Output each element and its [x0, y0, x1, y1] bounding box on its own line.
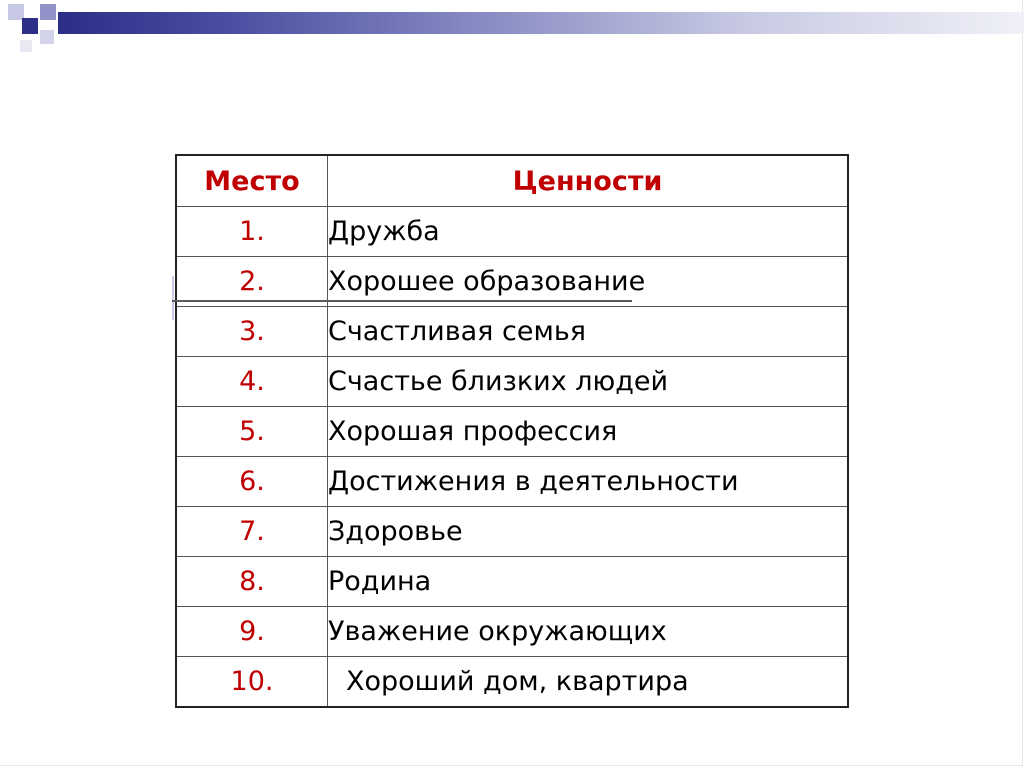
- table-row: [176, 307, 848, 357]
- decor-square: [40, 30, 54, 44]
- value-cell: Хорошее образование: [328, 257, 849, 307]
- value-cell: Счастье близких людей: [328, 357, 849, 407]
- value-cell: Счастливая семья: [328, 307, 849, 357]
- value-cell: Дружба: [328, 207, 849, 257]
- header-gradient-bar: [58, 12, 1024, 34]
- place-cell: 3.: [176, 307, 328, 357]
- place-cell: 10.: [176, 657, 328, 708]
- table-row: [176, 257, 848, 307]
- value-cell: Уважение окружающих: [328, 607, 849, 657]
- place-cell: 8.: [176, 557, 328, 607]
- table-row: [176, 507, 848, 557]
- values-table: [175, 154, 849, 708]
- table-header-row: [176, 155, 848, 207]
- table-row: [176, 407, 848, 457]
- place-cell: 2.: [176, 257, 328, 307]
- table-row: [176, 607, 848, 657]
- decor-square: [40, 4, 56, 20]
- place-cell: 9.: [176, 607, 328, 657]
- value-cell: Достижения в деятельности: [328, 457, 849, 507]
- table-row: [176, 207, 848, 257]
- value-cell: Хорошая профессия: [328, 407, 849, 457]
- place-cell: 4.: [176, 357, 328, 407]
- decor-artifact: [172, 300, 632, 302]
- table-row: [176, 657, 848, 708]
- table-row: [176, 357, 848, 407]
- header-values: Ценности: [328, 155, 849, 207]
- value-cell: Здоровье: [328, 507, 849, 557]
- table-row: [176, 457, 848, 507]
- table-row: [176, 557, 848, 607]
- value-cell: Родина: [328, 557, 849, 607]
- place-cell: 6.: [176, 457, 328, 507]
- decor-square: [20, 40, 32, 52]
- place-cell: 1.: [176, 207, 328, 257]
- header-place: Место: [176, 155, 328, 207]
- place-cell: 7.: [176, 507, 328, 557]
- place-cell: 5.: [176, 407, 328, 457]
- decor-artifact: [172, 276, 174, 320]
- decor-square: [22, 18, 38, 34]
- value-cell: Хороший дом, квартира: [328, 657, 849, 708]
